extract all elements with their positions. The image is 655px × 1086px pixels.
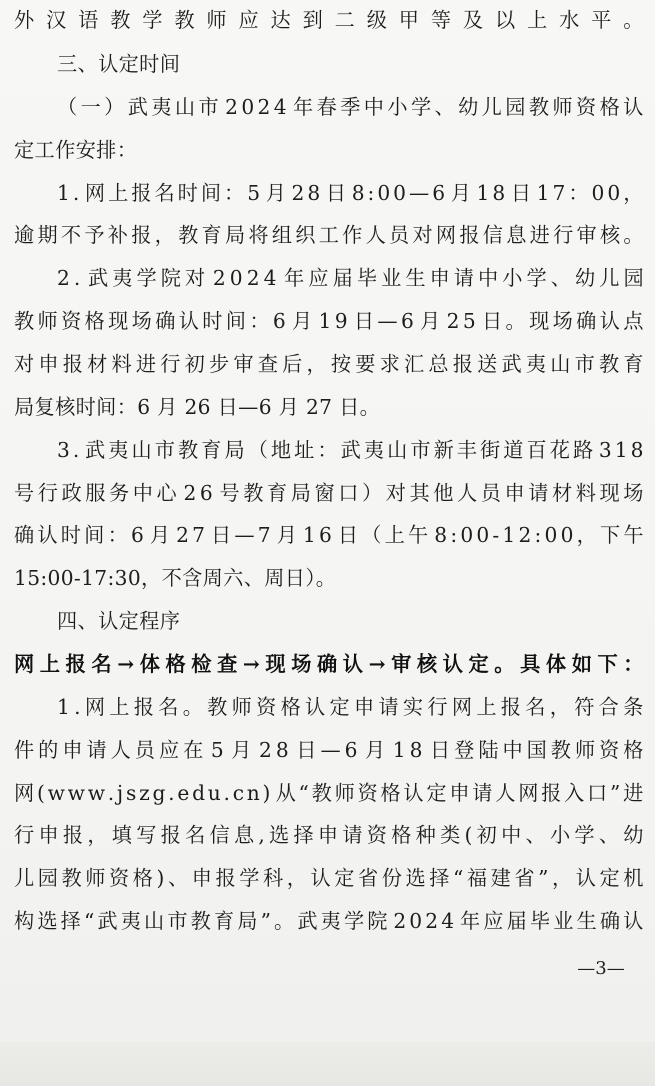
text-line-13: 确 认 时 间 ： 6 月 2 7 日 — 7 月 1 6 日 （ 上 午 8 : 0 0 - 1 2 : 0 0 ， 下 午: [14, 523, 644, 547]
text-line-22: 构 选 择 “ 武 夷 山 市 教 育 局 ” 。 武 夷 学 院 2 0 2 4 年 应 届 毕 业 生 确 认: [14, 909, 644, 933]
text-line-20: 行 申 报 ， 填 写 报 名 信 息 , 选 择 申 请 资 格 种 类 ( 初 中 、 小 学 、 幼: [14, 823, 644, 847]
text-line-5: 1 . 网 上 报 名 时 间 ： 5 月 2 8 日 8 : 0 0 — 6 月 1 8 日 1 7 ： 0 0 ，: [57, 181, 644, 205]
text-line-10: 局复核时间：6 月 26 日—6 月 27 日。: [14, 395, 381, 419]
text-line-21: 儿 园 教 师 资 格 ) 、 申 报 学 科 ， 认 定 省 份 选 择 “ 福 建 省 ” ， 认 定 机: [14, 866, 644, 890]
procedure-flow: 网 上 报 名 → 体 格 检 查 → 现 场 确 认 → 审 核 认 定 。 具 体 如 下 ：: [14, 652, 644, 676]
page-number: —3—: [577, 958, 625, 979]
text-line-6: 逾 期 不 予 补 报 ， 教 育 局 将 组 织 工 作 人 员 对 网 报 信 息 进 行 审 核 。: [14, 223, 644, 247]
text-line-9: 对 申 报 材 料 进 行 初 步 审 查 后 ， 按 要 求 汇 总 报 送 武 夷 山 市 教 育: [14, 352, 644, 376]
text-line-1: 外 汉 语 教 学 教 师 应 达 到 二 级 甲 等 及 以 上 水 平 。: [14, 8, 644, 32]
section-heading-time: 三、认定时间: [57, 52, 181, 76]
online-registration-line: 1 . 网 上 报 名 。 教 师 资 格 认 定 申 请 实 行 网 上 报 名 ， 符 合 条: [57, 695, 644, 719]
text-line-12: 号 行 政 服 务 中 心 2 6 号 教 育 局 窗 口 ） 对 其 他 人 员 申 请 材 料 现 场: [14, 481, 644, 505]
section-heading-procedure: 四、认定程序: [57, 609, 181, 633]
text-line-8: 教 师 资 格 现 场 确 认 时 间 ： 6 月 1 9 日 — 6 月 2 5 日 。 现 场 确 认 点: [14, 309, 644, 333]
text-line-18: 件 的 申 请 人 员 应 在 5 月 2 8 日 — 6 月 1 8 日 登 陆 中 国 教 师 资 格: [14, 738, 644, 762]
text-line-19: 网 ( w w w . j s z g . e d u . c n ) 从 “ 教 师 资 格 认 定 申 请 人 网 报 入 口 ” 进: [14, 781, 644, 805]
text-line-11: 3 . 武 夷 山 市 教 育 局 （ 地 址 ： 武 夷 山 市 新 丰 街 道 百 花 路 3 1 8: [57, 438, 644, 462]
text-line-3: （ 一 ） 武 夷 山 市 2 0 2 4 年 春 季 中 小 学 、 幼 儿 园 教 师 资 格 认: [57, 95, 644, 119]
text-line-4: 定工作安排：: [14, 138, 138, 162]
page-bottom-band: [0, 1042, 655, 1086]
text-line-14: 15:00-17:30，不含周六、周日）。: [14, 566, 337, 590]
text-line-7: 2 . 武 夷 学 院 对 2 0 2 4 年 应 届 毕 业 生 申 请 中 小 学 、 幼 儿 园: [57, 266, 644, 290]
